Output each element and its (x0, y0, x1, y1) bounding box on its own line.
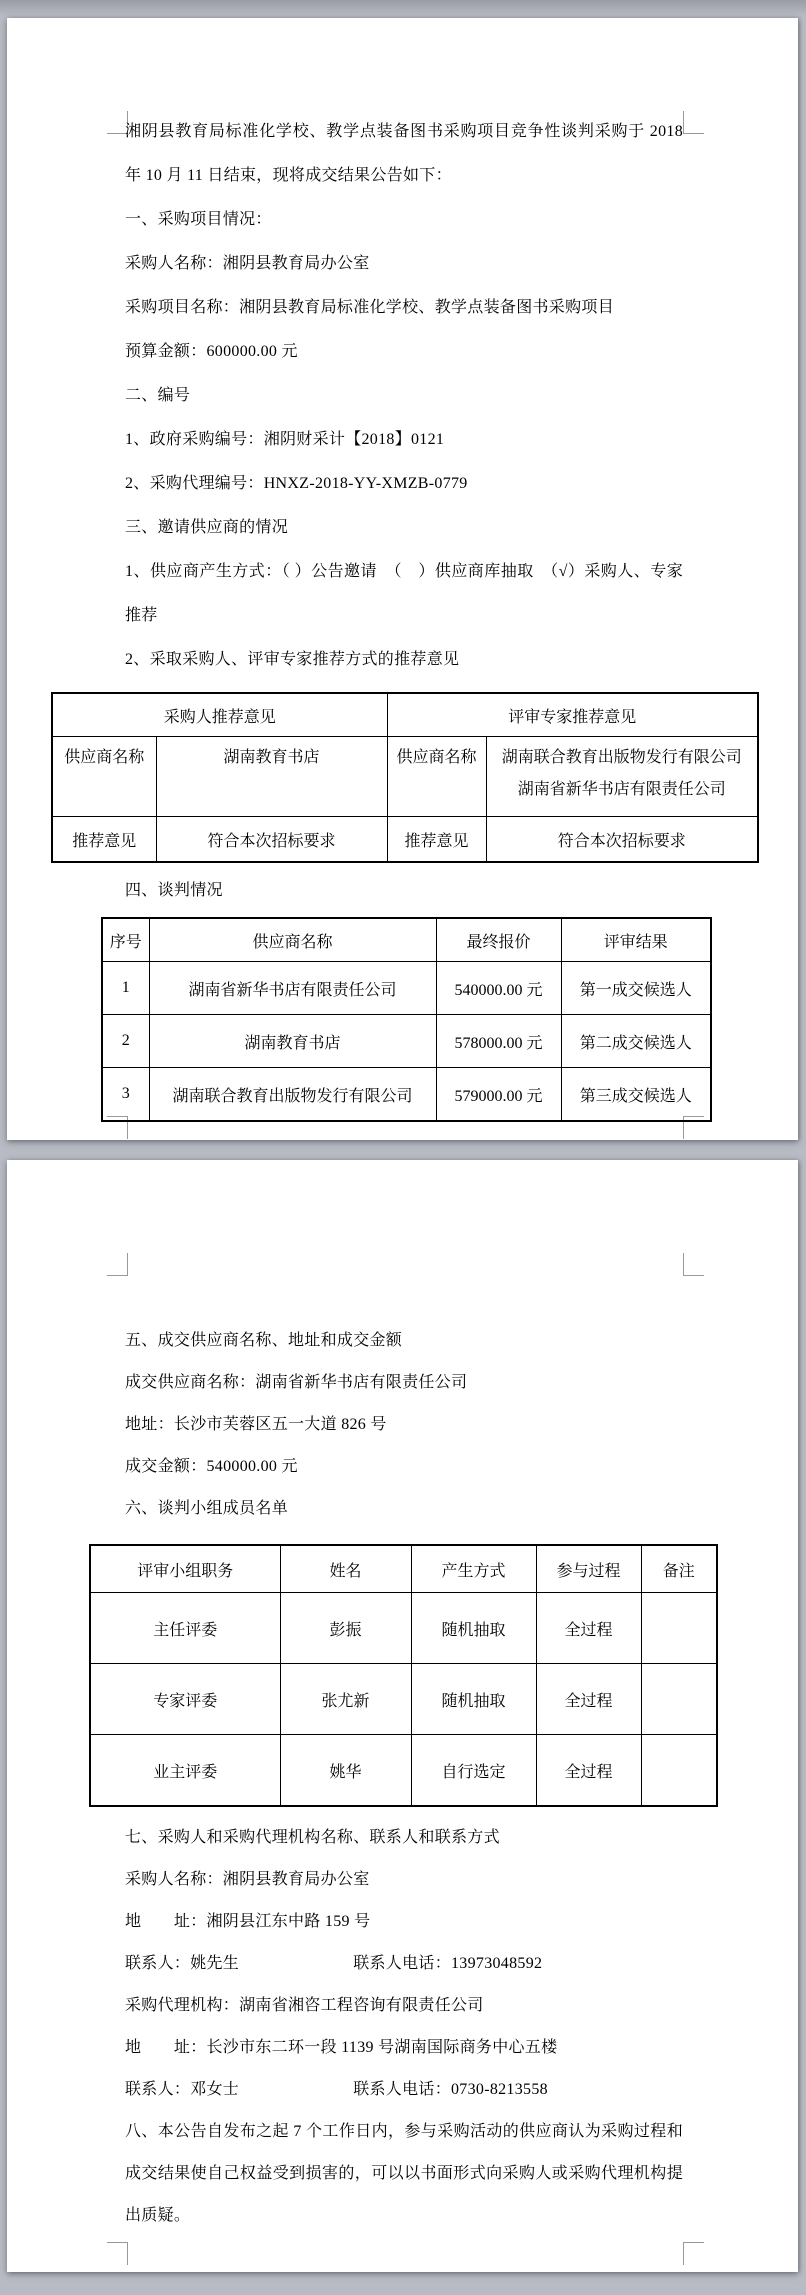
winner-address-line: 地址：长沙市芙蓉区五一大道 826 号 (125, 1416, 387, 1433)
buyer-name-line: 采购人名称：湘阴县教育局办公室 (125, 255, 370, 272)
panel-role: 业主评委 (90, 1735, 280, 1807)
heading-section-1: 一、采购项目情况： (125, 211, 272, 228)
participation: 全过程 (536, 1664, 641, 1735)
buyer-opinion: 符合本次招标要求 (156, 817, 387, 863)
supplier-label: 供应商名称 (52, 737, 156, 817)
text-boundary-mark-bottom-right (683, 2242, 704, 2265)
col-header-participation: 参与过程 (536, 1545, 641, 1593)
member-name: 彭振 (280, 1593, 411, 1664)
expert-supplier-2: 湖南省新华书店有限责任公司 (517, 781, 726, 798)
opinion-label: 推荐意见 (387, 817, 486, 863)
final-price: 540000.00 元 (436, 962, 561, 1015)
page-2-content (7, 1160, 798, 2237)
heading-section-4: 四、谈判情况 (125, 882, 223, 899)
remark (641, 1735, 717, 1807)
gov-procurement-no-line: 1、政府采购编号：湘阴财采计【2018】0121 (125, 431, 445, 448)
supplier-method-line: 1、供应商产生方式：（ ）公告邀请 （ ）供应商库抽取 （√）采购人、专家推荐 (125, 563, 683, 624)
heading-section-2: 二、编号 (125, 387, 191, 404)
selection-method: 自行选定 (411, 1735, 536, 1807)
table-header-row (102, 918, 711, 962)
col-header-name: 姓名 (280, 1545, 411, 1593)
text-boundary-mark-bottom-left (107, 2242, 128, 2265)
row-index: 3 (102, 1068, 149, 1122)
participation: 全过程 (536, 1735, 641, 1807)
selection-method: 随机抽取 (411, 1664, 536, 1735)
deal-amount-line: 成交金额：540000.00 元 (125, 1458, 298, 1475)
table-row (52, 817, 758, 863)
col-header-selection-method: 产生方式 (411, 1545, 536, 1593)
heading-section-8: 八、本公告自发布之起 7 个工作日内，参与采购活动的供应商认为采购过程和成交结果使自己权益受到损害的，可以以书面形式向采购人或采购代理机构提出质疑。 (125, 2123, 683, 2224)
col-header-review-result: 评审结果 (561, 918, 711, 962)
buyer-address-line: 地 址：湘阴县江东中路 159 号 (125, 1913, 371, 1930)
remark (641, 1664, 717, 1735)
participation: 全过程 (536, 1593, 641, 1664)
opinion-label: 推荐意见 (52, 817, 156, 863)
table-row (102, 1015, 711, 1068)
table-header-row (90, 1545, 717, 1593)
supplier-name: 湖南省新华书店有限责任公司 (149, 962, 436, 1015)
panel-member-table (89, 1544, 718, 1807)
supplier-name: 湖南联合教育出版物发行有限公司 (149, 1068, 436, 1122)
supplier-label: 供应商名称 (387, 737, 486, 817)
review-result: 第三成交候选人 (561, 1068, 711, 1122)
table-row (52, 693, 758, 737)
final-price: 579000.00 元 (436, 1068, 561, 1122)
selection-method: 随机抽取 (411, 1593, 536, 1664)
heading-section-7: 七、采购人和采购代理机构名称、联系人和联系方式 (125, 1829, 500, 1846)
recommendation-table (51, 692, 759, 863)
winner-name-line: 成交供应商名称：湖南省新华书店有限责任公司 (125, 1374, 468, 1391)
supplier-name: 湖南教育书店 (149, 1015, 436, 1068)
agency-address-line: 地 址：长沙市东二环一段 1139 号湖南国际商务中心五楼 (125, 2039, 558, 2056)
agency-no-line: 2、采购代理编号：HNXZ-2018-YY-XMZB-0779 (125, 475, 468, 492)
heading-section-3: 三、邀请供应商的情况 (125, 519, 289, 536)
row-index: 1 (102, 962, 149, 1015)
review-result: 第一成交候选人 (561, 962, 711, 1015)
page-1 (7, 18, 798, 1140)
col-header-index: 序号 (102, 918, 149, 962)
final-price: 578000.00 元 (436, 1015, 561, 1068)
panel-role: 专家评委 (90, 1664, 280, 1735)
row-index: 2 (102, 1015, 149, 1068)
project-name-line: 采购项目名称：湘阴县教育局标准化学校、教学点装备图书采购项目 (125, 299, 615, 316)
table-row (90, 1735, 717, 1807)
table-row (52, 737, 758, 817)
table-row (102, 1068, 711, 1122)
member-name: 张尤新 (280, 1664, 411, 1735)
buyer-recommended-supplier: 湖南教育书店 (156, 737, 387, 817)
expert-recommendation-header: 评审专家推荐意见 (387, 693, 758, 737)
agency-name-line: 采购代理机构：湖南省湘咨工程咨询有限责任公司 (125, 1997, 484, 2014)
col-header-supplier: 供应商名称 (149, 918, 436, 962)
buyer-contact-line: 联系人：姚先生 联系人电话：13973048592 (125, 1955, 543, 1972)
heading-section-5: 五、成交供应商名称、地址和成交金额 (125, 1332, 403, 1349)
expert-recommended-suppliers (486, 737, 758, 817)
page-2 (7, 1160, 798, 2272)
member-name: 姚华 (280, 1735, 411, 1807)
col-header-panel-role: 评审小组职务 (90, 1545, 280, 1593)
page-1-content (7, 18, 798, 1122)
buyer-recommendation-header: 采购人推荐意见 (52, 693, 387, 737)
remark (641, 1593, 717, 1664)
col-header-final-price: 最终报价 (436, 918, 561, 962)
agency-contact-line: 联系人：邓女士 联系人电话：0730-8213558 (125, 2081, 548, 2098)
recommendation-note-line: 2、采取采购人、评审专家推荐方式的推荐意见 (125, 651, 460, 668)
col-header-remark: 备注 (641, 1545, 717, 1593)
budget-line: 预算金额：600000.00 元 (125, 343, 298, 360)
negotiation-result-table (101, 917, 712, 1122)
table-row (90, 1664, 717, 1735)
panel-role: 主任评委 (90, 1593, 280, 1664)
intro-paragraph: 湘阴县教育局标准化学校、教学点装备图书采购项目竞争性谈判采购于 2018 年 10 月 11 日结束，现将成交结果公告如下： (125, 123, 683, 184)
table-row (90, 1593, 717, 1664)
review-result: 第二成交候选人 (561, 1015, 711, 1068)
table-row (102, 962, 711, 1015)
expert-opinion: 符合本次招标要求 (486, 817, 758, 863)
heading-section-6: 六、谈判小组成员名单 (125, 1500, 289, 1517)
expert-supplier-1: 湖南联合教育出版物发行有限公司 (501, 749, 742, 766)
buyer-name-line: 采购人名称：湘阴县教育局办公室 (125, 1871, 370, 1888)
